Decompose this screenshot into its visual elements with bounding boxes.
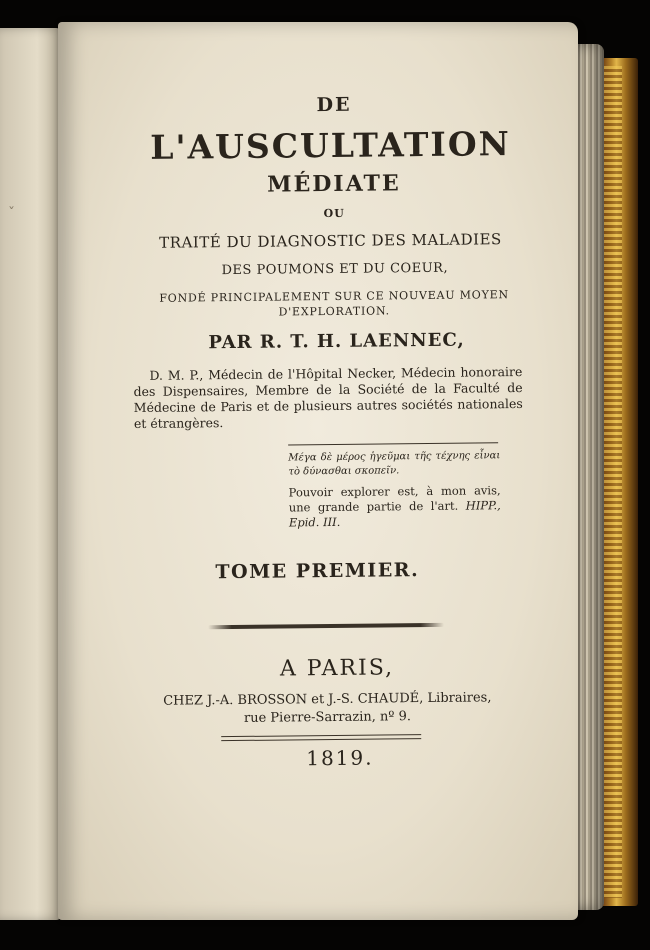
double-rule	[221, 734, 421, 741]
subtitle-traite: TRAITÉ DU DIAGNOSTIC DES MALADIES	[159, 230, 502, 252]
epigraph-greek: Μέγα δὲ μέρος ἡγεῦμαι τῆς τέχνης εἶναι τὸ δύνασθαι σκοπεῖν.	[288, 450, 501, 478]
title-ou: OU	[323, 206, 345, 221]
epigraph	[288, 449, 501, 530]
publisher-line-2: rue Pierre-Sarrazin, nº 9.	[243, 709, 412, 726]
epigraph-rule	[288, 442, 498, 445]
facing-page-mark: ˇ	[8, 206, 15, 222]
publication-year: 1819.	[306, 745, 374, 771]
title-page	[58, 22, 578, 920]
title-de: DE	[316, 93, 352, 117]
author-line: PAR R. T. H. LAENNEC,	[208, 329, 465, 354]
epigraph-french: Pouvoir explorer est, à mon avis, une grande partie de l'art.	[288, 483, 501, 515]
subtitle-fonde: FONDÉ PRINCIPALEMENT SUR CE NOUVEAU MOYEN D'EXPLORATION.	[159, 288, 509, 319]
publisher-line-1: CHEZ J.-A. BROSSON et J.-S. CHAUDÉ, Libraires,	[163, 690, 492, 709]
title-mediate: MÉDIATE	[267, 170, 401, 198]
city: A PARIS,	[279, 655, 395, 682]
facing-page	[0, 28, 62, 920]
subtitle-poumons: DES POUMONS ET DU COEUR,	[221, 260, 449, 279]
decorative-rule	[208, 623, 444, 629]
author-credentials: D. M. P., Médecin de l'Hôpital Necker, Médecin honoraire des Dispensaires, Membre de la Société de la Faculté de Médecine de Paris et de plusieurs autres sociétés nationales et étrangères.	[133, 363, 523, 432]
volume-label: TOME PREMIER.	[215, 559, 420, 584]
epigraph-citation: HIPP., Epid. III.	[288, 498, 501, 530]
publisher	[129, 689, 526, 729]
title-page-content	[134, 90, 526, 772]
main-title: L'AUSCULTATION	[150, 124, 511, 167]
epigraph-french-block	[289, 483, 501, 530]
